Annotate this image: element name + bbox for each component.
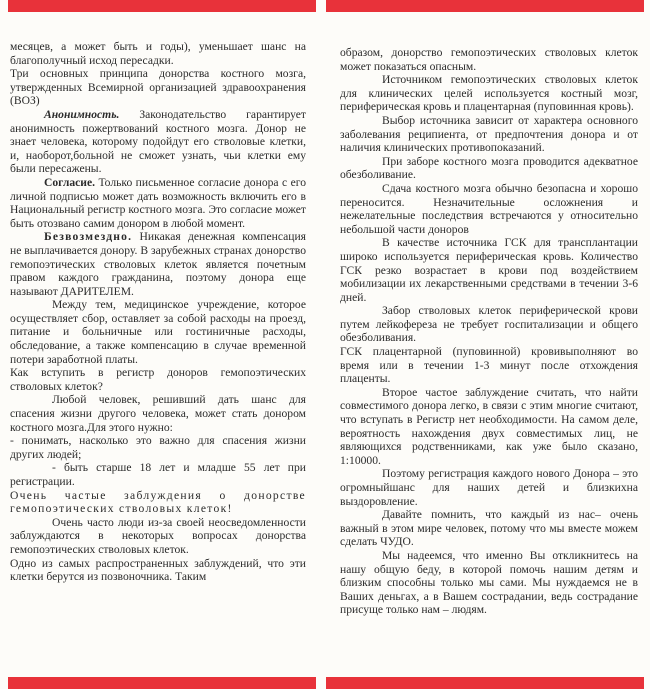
principle-term: Анонимность. (44, 107, 120, 121)
principle-text: Законодательство гарантирует анонимность пожертвований костного мозга. Донор не знает человека, которому подойдут его стволовые клетки, и, наоборот,больной не сможет узнать, чьи клетки ему были пересажены. (10, 107, 306, 176)
paragraph: Давайте помнить, что каждый из нас– очень важный в этом мире человек, потому что мы вместе можем сделать ЧУДО. (340, 508, 638, 549)
paragraph: месяцев, а может быть и годы), уменьшает шанс на благополучный исход пересадки. (10, 40, 306, 67)
paragraph: ГСК плацентарной (пуповинной) кровивыполняют во время или в течении 1-3 минут после отхождения плаценты. (340, 345, 638, 386)
principle-text: Только письменное согласие донора с его личной подписью может дать возможность включить его в Национальный регистр костного мозга. Это согласие может быть отозвано самим донором в любой момент. (10, 175, 306, 230)
list-item: - понимать, насколько это важно для спасения жизни других людей; (10, 434, 306, 461)
principle-free (10, 230, 306, 298)
section-heading: Очень частые заблуждения о донорстве гемопоэтических стволовых клеток! (10, 488, 306, 516)
paragraph: Три основных принципа донорства костного мозга, утвержденных Всемирной организацией здравоохранения (ВОЗ) (10, 67, 306, 108)
bottom-right-red-band (326, 677, 644, 689)
principle-term: Безвозмездно. (44, 230, 133, 244)
paragraph: Источником гемопоэтических стволовых клеток для клинических целей используется костный мозг, периферическая кровь и плацентарная (пуповинная кровь). (340, 73, 638, 114)
principle-consent (10, 176, 306, 230)
paragraph: Забор стволовых клеток периферической крови путем лейкофереза не требует госпитализации и общего обезболивания. (340, 304, 638, 345)
left-text-column (10, 40, 306, 676)
paragraph: Мы надеемся, что именно Вы откликнитесь на нашу общую беду, в которой помочь нашим детям и близким способны только мы сами. Мы нуждаемся не в Ваших деньгах, а в Вашем сострадании, ведь сострадание присуще только нам – людям. (340, 548, 638, 617)
top-right-red-band (326, 0, 644, 12)
paragraph: Между тем, медицинское учреждение, которое осуществляет сбор, оставляет за собой расходы на проезд, питание и больничные или гостиничные расходы, обследование, а также компенсацию в случае временной потери заработной платы. (10, 298, 306, 366)
paragraph: Очень часто люди из-за своей неосведомленности заблуждаются в некоторых вопросах донорства гемопоэтических стволовых клеток. (10, 515, 306, 556)
paragraph: Выбор источника зависит от характера основного заболевания реципиента, от предпочтения донора и от наличия клинических противопоказаний. (340, 113, 638, 155)
top-left-red-band (8, 0, 316, 12)
paragraph: образом, донорство гемопоэтических стволовых клеток может показаться опасным. (340, 46, 638, 73)
paragraph: Сдача костного мозга обычно безопасна и хорошо переносится. Незначительные осложнения и нежелательные последствия встречаются у относительно небольшой части доноров (340, 181, 638, 236)
paragraph: В качестве источника ГСК для трансплантации широко используется периферическая кровь. Количество ГСК резко возрастает в крови под воздействием мобилизации их лекарственными средствами в течении 3-6 дней. (340, 236, 638, 304)
right-text-column (340, 46, 638, 650)
paragraph: Поэтому регистрация каждого нового Донора – это огромныйшанс для наших детей и близкихна выздоровление. (340, 467, 638, 508)
paragraph: Второе частое заблуждение считать, что найти совместимого донора легко, в связи с этим многие считают, что вступать в Регистр нет необходимости. На самом деле, вероятность нахождения двух совместимых лиц, не являющихся родственниками, как уже было сказано, 1:10000. (340, 385, 638, 467)
principle-anonymity (10, 108, 306, 176)
list-item: - быть старше 18 лет и младше 55 лет при регистрации. (10, 461, 306, 488)
page-fold-gutter (316, 0, 326, 689)
bottom-left-red-band (8, 677, 316, 689)
principle-text: Никакая денежная компенсация не выплачивается донору. В зарубежных странах донорство гемопоэтических стволовых клеток является почетным правом каждого гражданина, поэтому донора еще называют ДАРИТЕЛЕМ. (10, 230, 306, 298)
paragraph: При заборе костного мозга проводится адекватное обезболивание. (340, 154, 638, 182)
paragraph: Одно из самых распространенных заблуждений, что эти клетки берутся из позвоночника. Таким (10, 556, 306, 584)
principle-term: Согласие. (44, 175, 96, 189)
section-question: Как вступить в регистр доноров гемопоэтических стволовых клеток? (10, 366, 306, 393)
paragraph: Любой человек, решивший дать шанс для спасения жизни другого человека, может стать донором костного мозга.Для этого нужно: (10, 393, 306, 434)
